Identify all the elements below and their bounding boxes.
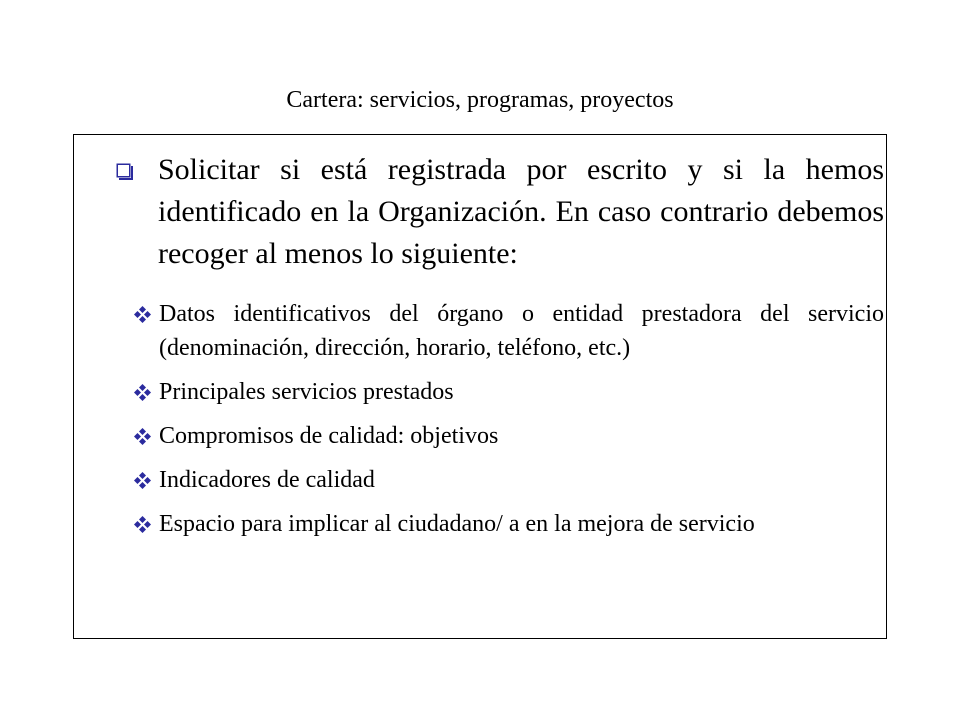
sub-bullet-item <box>134 297 884 365</box>
sub-bullet-item <box>134 463 884 497</box>
slide-title: Cartera: servicios, programas, proyectos <box>286 87 674 113</box>
sub-bullet-item <box>134 419 884 453</box>
sub-bullet-text: Compromisos de calidad: objetivos <box>159 423 499 449</box>
main-bullet-item <box>116 149 884 275</box>
four-diamond-bullet-icon <box>134 384 151 401</box>
sub-bullet-text: Espacio para implicar al ciudadano/ a en la mejora de servicio <box>159 511 755 537</box>
four-diamond-bullet-icon <box>134 428 151 445</box>
main-bullet-text: Solicitar si está registrada por escrito y si la hemos identificado en la Organización. En caso contrario debemos recoger al menos lo siguiente: <box>158 153 884 270</box>
four-diamond-bullet-icon <box>134 472 151 489</box>
four-diamond-bullet-icon <box>134 306 151 323</box>
sub-bullet-text: Datos identificativos del órgano o entidad prestadora del servicio (denominación, dirección, horario, teléfono, etc.) <box>159 301 884 361</box>
sub-bullet-text: Indicadores de calidad <box>159 467 375 493</box>
sub-bullet-item <box>134 375 884 409</box>
content-box <box>73 134 887 639</box>
hollow-square-bullet-icon <box>116 163 133 180</box>
sub-bullet-text: Principales servicios prestados <box>159 379 454 405</box>
sub-bullet-list <box>134 297 884 551</box>
four-diamond-bullet-icon <box>134 516 151 533</box>
sub-bullet-item <box>134 507 884 541</box>
